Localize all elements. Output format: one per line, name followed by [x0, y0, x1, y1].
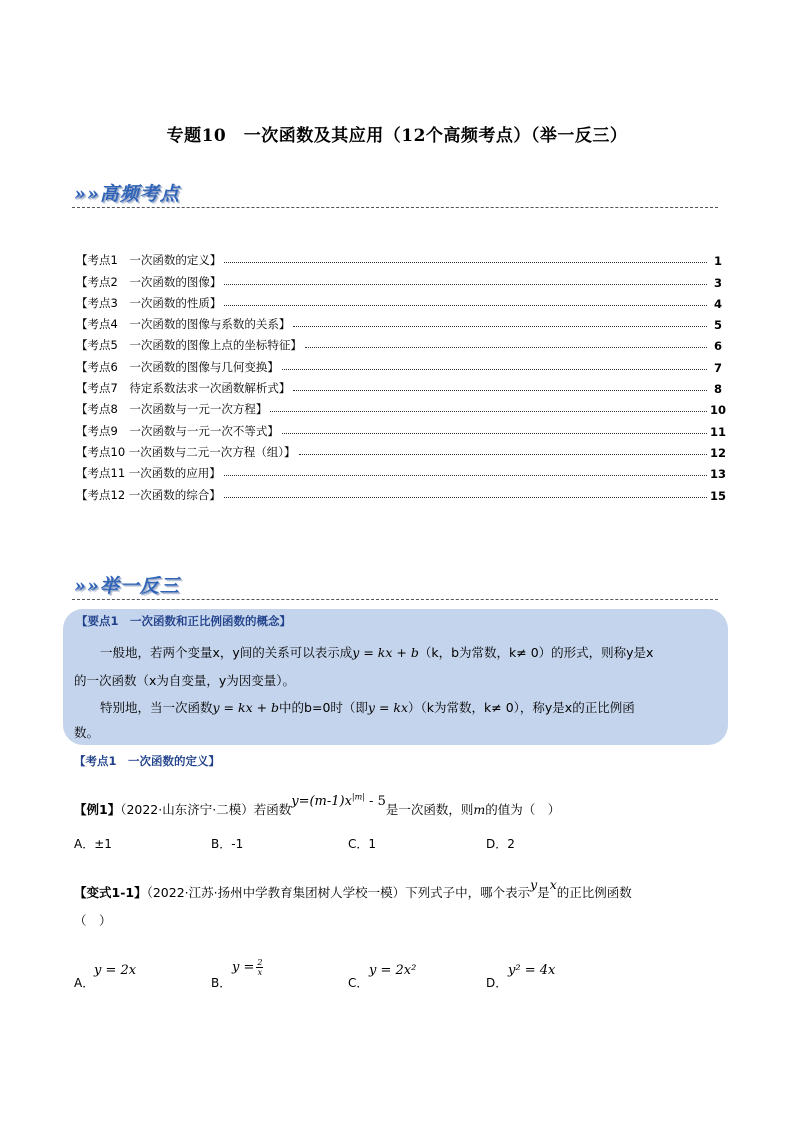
toc-leader-dots — [305, 347, 707, 348]
toc-entry-page: 3 — [713, 275, 722, 290]
banner-divider — [72, 599, 718, 600]
banner-high-frequency-text: »»高频考点 — [74, 182, 180, 205]
toc-entry-page: 5 — [713, 318, 722, 333]
toc-entry-label: 【考点7 待定系数法求一次函数解析式】 — [76, 381, 291, 396]
variant-option-c-letter[interactable]: C． — [348, 976, 369, 990]
banner-practice-text: »»举一反三 — [74, 574, 180, 597]
text: 的值为（ ） — [485, 802, 561, 817]
toc-leader-dots — [270, 411, 707, 412]
variable: m — [473, 802, 486, 817]
text: ）（k为常数，k≠ 0），称y是x的正比例函 — [408, 700, 635, 715]
toc-entry-page: 12 — [710, 445, 727, 460]
variant-1-1-question-cont: （ ） — [74, 913, 112, 928]
table-of-contents — [76, 247, 727, 503]
banner-practice — [74, 571, 180, 597]
toc-entry-label: 【考点5 一次函数的图像上点的坐标特征】 — [76, 338, 302, 353]
toc-entry-label: 【考点3 一次函数的性质】 — [76, 295, 222, 310]
toc-entry[interactable] — [76, 311, 722, 332]
toc-entry-page: 10 — [710, 403, 727, 418]
toc-entry[interactable] — [76, 247, 722, 268]
toc-entry-label: 【考点9 一次函数与一元一次不等式】 — [76, 423, 279, 438]
variant-1-1-question — [74, 877, 632, 901]
toc-leader-dots — [299, 454, 707, 455]
toc-leader-dots — [293, 326, 707, 327]
toc-entry-label: 【考点12 一次函数的综合】 — [76, 487, 221, 502]
section-heading: 【考点1 一次函数的定义】 — [74, 754, 221, 768]
toc-entry-label: 【考点6 一次函数的图像与几何变换】 — [76, 359, 279, 374]
variant-option-b-letter[interactable]: B． — [211, 976, 232, 990]
toc-entry[interactable] — [76, 332, 722, 353]
example-1-option-d[interactable]: D．2 — [486, 837, 515, 851]
toc-entry-page: 6 — [713, 339, 722, 354]
toc-leader-dots — [224, 262, 707, 263]
toc-entry-page: 13 — [710, 467, 727, 482]
variant-option-a-expr: y = 2x — [94, 963, 137, 978]
variant-option-a-letter[interactable]: A． — [74, 976, 95, 990]
toc-entry-page: 15 — [710, 488, 727, 503]
example-source: （2022·山东济宁·二模）若函数 — [120, 802, 292, 817]
variant-label: 【变式1-1】 — [74, 885, 147, 900]
toc-leader-dots — [224, 305, 707, 306]
page-title: 专题10 一次函数及其应用（12个高频考点）（举一反三） — [166, 126, 628, 146]
toc-entry-label: 【考点1 一次函数的定义】 — [76, 253, 222, 268]
toc-entry-page: 8 — [713, 382, 722, 397]
text: 是一次函数，则 — [385, 802, 474, 817]
example-1-option-b[interactable]: B．-1 — [211, 837, 244, 851]
math: y = kx — [367, 700, 409, 715]
toc-leader-dots — [224, 475, 707, 476]
toc-entry-page: 11 — [710, 424, 727, 439]
toc-entry[interactable] — [76, 290, 722, 311]
toc-entry-label: 【考点11 一次函数的应用】 — [76, 466, 221, 481]
variable-x: x — [549, 877, 557, 892]
toc-leader-dots — [224, 497, 707, 498]
toc-entry[interactable] — [76, 268, 722, 289]
toc-entry[interactable] — [76, 460, 727, 482]
text: 是 — [537, 885, 550, 900]
fraction-denominator: x — [257, 968, 263, 977]
formula — [291, 794, 386, 809]
concept-title: 【要点1 一次函数和正比例函数的概念】 — [76, 614, 291, 628]
text: （k，b为常数，k≠ 0）的形式，则称y是x — [418, 645, 654, 660]
text: 一般地，若两个变量x，y间的关系可以表示成 — [100, 645, 353, 660]
toc-entry[interactable] — [76, 375, 722, 396]
formula-tail: - 5 — [364, 794, 386, 809]
toc-entry[interactable] — [76, 396, 727, 418]
variable-y: y — [530, 877, 538, 892]
formula-base: y=(m-1)x — [291, 794, 352, 809]
toc-entry[interactable] — [76, 353, 722, 374]
toc-entry-label: 【考点4 一次函数的图像与系数的关系】 — [76, 317, 291, 332]
concept-paragraph-2-cont: 数。 — [74, 725, 100, 740]
toc-entry-page: 7 — [713, 360, 722, 375]
variant-option-b-expr — [232, 958, 263, 977]
toc-entry[interactable] — [76, 481, 727, 503]
math: y = kx + b — [352, 645, 419, 660]
toc-entry[interactable] — [76, 439, 727, 460]
toc-leader-dots — [282, 433, 707, 434]
fraction — [256, 958, 263, 977]
toc-leader-dots — [224, 284, 707, 285]
toc-entry-page: 4 — [713, 296, 722, 311]
variant-source: （2022·江苏·扬州中学教育集团树人学校一模）下列式子中，哪个表示 — [146, 885, 531, 900]
toc-entry-label: 【考点8 一次函数与一元一次方程】 — [76, 402, 268, 417]
toc-leader-dots — [282, 369, 707, 370]
variant-option-d-expr: y² = 4x — [508, 963, 556, 978]
toc-entry-label: 【考点2 一次函数的图像】 — [76, 274, 222, 289]
math: y = kx + b — [212, 700, 280, 715]
concept-paragraph-2 — [74, 697, 722, 719]
toc-entry-label: 【考点10 一次函数与二元一次方程（组）】 — [76, 444, 296, 459]
example-1-question — [74, 792, 561, 818]
concept-paragraph-1 — [74, 642, 722, 664]
fraction-numerator: 2 — [257, 958, 263, 967]
expr-lhs: y = — [232, 960, 255, 975]
example-1-option-a[interactable]: A．±1 — [74, 837, 112, 851]
text: 的正比例函数 — [556, 885, 632, 900]
text: 中的b=0时（即 — [279, 700, 368, 715]
concept-paragraph-1-cont: 的一次函数（x为自变量，y为因变量）。 — [74, 673, 296, 688]
toc-entry-page: 1 — [713, 254, 722, 269]
banner-divider — [72, 207, 718, 208]
formula-exponent: |m| — [351, 792, 365, 802]
toc-entry[interactable] — [76, 417, 727, 439]
variant-option-c-expr: y = 2x² — [369, 963, 417, 978]
example-1-option-c[interactable]: C．1 — [348, 837, 377, 851]
text: 特别地，当一次函数 — [100, 700, 213, 715]
banner-high-frequency — [74, 179, 180, 205]
variant-option-d-letter[interactable]: D． — [486, 976, 508, 990]
example-label: 【例1】 — [74, 802, 121, 817]
toc-leader-dots — [293, 390, 707, 391]
